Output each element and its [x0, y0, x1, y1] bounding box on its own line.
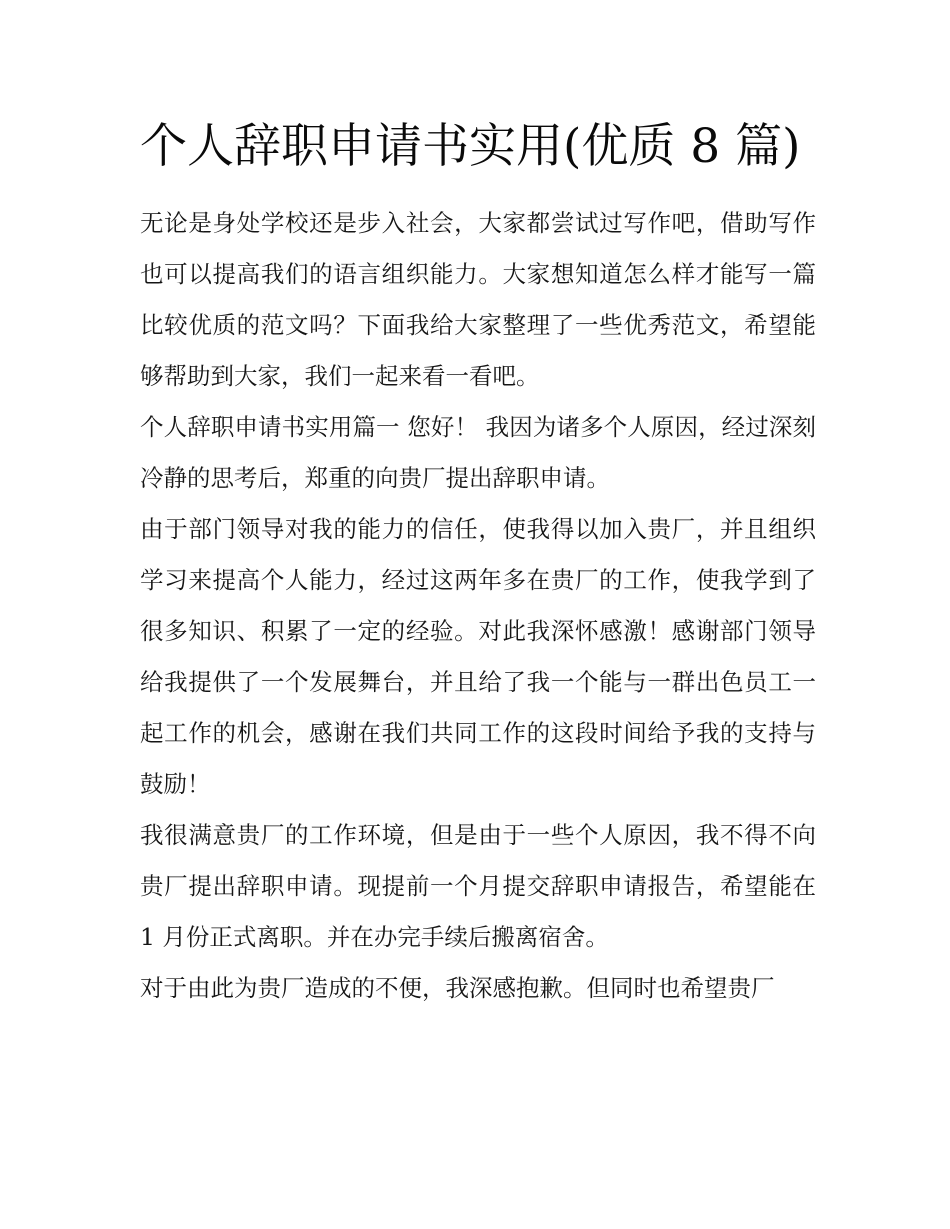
document-body [140, 112, 816, 1014]
paragraph-reason: 我很满意贵厂的工作环境，但是由于一些个人原因，我不得不向贵厂提出辞职申请。现提前一个月提交辞职申请报告，希望能在 1 月份正式离职。并在办完手续后搬离宿舍。 [140, 821, 816, 951]
document-title: 个人辞职申请书实用(优质 8 篇) [140, 119, 801, 174]
paragraph-intro: 无论是身处学校还是步入社会，大家都尝试过写作吧，借助写作也可以提高我们的语言组织能力。大家想知道怎么样才能写一篇比较优质的范文吗？下面我给大家整理了一些优秀范文，希望能够帮助到大家，我们一起来看一看吧。 [140, 209, 816, 390]
paragraph-gratitude: 由于部门领导对我的能力的信任，使我得以加入贵厂，并且组织学习来提高个人能力，经过这两年多在贵厂的工作，使我学到了很多知识、积累了一定的经验。对此我深怀感激！感谢部门领导给我提供了一个发展舞台，并且给了我一个能与一群出色员工一起工作的机会，感谢在我们共同工作的这段时间给予我的支持与鼓励！ [140, 515, 816, 798]
paragraph-apology: 对于由此为贵厂造成的不便，我深感抱歉。但同时也希望贵厂 [140, 974, 775, 1002]
paragraph-greeting: 个人辞职申请书实用篇一 您好！ 我因为诸多个人原因，经过深刻冷静的思考后，郑重的向贵厂提出辞职申请。 [140, 413, 816, 492]
